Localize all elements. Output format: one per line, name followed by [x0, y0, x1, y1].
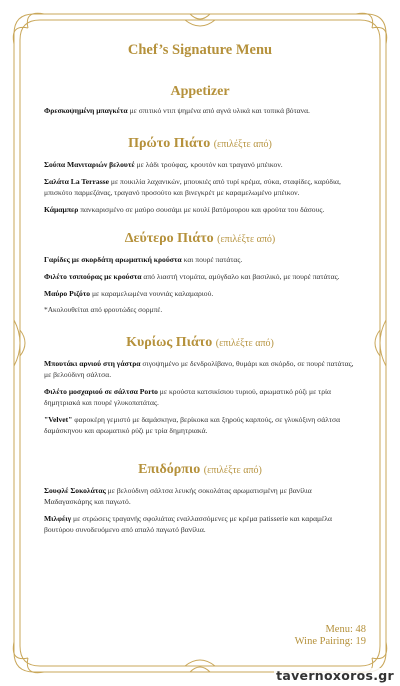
section-main-course: [44, 335, 356, 436]
item-description: με ποικιλία λαχανικών, μπουκιές από τυρί κρέμα, σύκα, σταφίδες, καρύδια, μπισκότο παρμεζάνας, τραγανό προσούτο και βινεγκρέτ με καραμελωμένο μπέικον.: [44, 177, 341, 197]
item-name: Σουφλέ Σοκολάτας: [44, 486, 106, 495]
item-name: Φιλέτο μοσχαριού σε σάλτσα Porto: [44, 387, 158, 396]
item-name: "Velvet": [44, 415, 73, 424]
section-heading: [44, 462, 356, 478]
section-appetizer: [44, 84, 356, 116]
menu-item: [44, 271, 356, 282]
item-description: με λάδι τρούφας, κρουτόν και τραγανό μπέικον.: [134, 160, 283, 169]
section-heading: [44, 335, 356, 351]
menu-item: [44, 159, 356, 170]
section-title: Πρώτο Πιάτο: [128, 136, 211, 151]
menu-item: [44, 414, 356, 436]
section-title: Appetizer: [170, 84, 230, 99]
item-description: πανκαρισμένο σε μαύρο σουσάμι με κουλί βατόμουρου και φρούτα του δάσους.: [78, 205, 325, 214]
menu-item: [44, 204, 356, 215]
menu-content: [44, 28, 356, 541]
menu-item: [44, 386, 356, 408]
item-description: φαροκέρη γεμιστό με δαμάσκηνα, βερίκοκα και ξηρούς καρπούς, σε γλυκόξινη σάλτσα δαμάσκηνου και αρωματικό ρύζι με τρία δημητριακά.: [44, 415, 341, 435]
section-second-course: [44, 231, 356, 315]
item-description: με σπιτικό ντιπ ψημένα από αγνά υλικά και τοπικά βότανα.: [127, 106, 310, 115]
item-description: και πουρέ πατάτας.: [181, 255, 243, 264]
menu-item: [44, 513, 356, 535]
item-name: Μαύρο Ριζότο: [44, 289, 91, 298]
section-first-course: [44, 136, 356, 215]
item-description: με στρώσεις τραγανής σφολιάτας εναλλασσόμενες με κρέμα patisserie και καραμέλα βουτύρου συνοδευόμενο από απαλό παγωτό βανίλια.: [44, 514, 332, 534]
section-dessert: [44, 462, 356, 535]
menu-price: Menu: 48: [325, 624, 366, 635]
section-subtitle: (επιλέξτε από): [215, 338, 274, 349]
item-description: με κρούστα κατσικίσιου τυριού, αρωματικό ρύζι με τρία δημητριακά και πουρέ γλυκοπατάτας.: [44, 387, 332, 407]
item-name: Μιλφέιγ: [44, 514, 72, 523]
item-description: από λιαστή ντομάτα, αμύγδαλο και βασιλικό, με πουρέ πατάτας.: [141, 272, 340, 281]
section-title: Επιδόρπιο: [138, 462, 201, 477]
menu-item: [44, 176, 356, 198]
menu-item: [44, 485, 356, 507]
item-name: Σούπα Μανιταριών βελουτέ: [44, 160, 135, 169]
menu-item: [44, 288, 356, 299]
section-title: Δεύτερο Πιάτο: [124, 231, 214, 246]
wine-pairing-price: Wine Pairing: 19: [294, 636, 366, 647]
menu-item: [44, 105, 356, 116]
item-description: με καραμελωμένα νουνιάς καλαμαριού.: [90, 289, 214, 298]
item-name: Κάμαμπερ: [44, 205, 79, 214]
item-name: Σαλάτα La Terrasse: [44, 177, 109, 186]
section-subtitle: (επιλέξτε από): [213, 139, 272, 150]
course-note: *Ακολουθείται από φρουτώδες σορμπέ.: [44, 305, 163, 314]
menu-item: [44, 358, 356, 380]
item-description: με βελούδινη σάλτσα λευκής σοκολάτας αρωματισμένη με βανίλια Μαδαγασκάρης και παγωτό.: [44, 486, 312, 506]
price-block: [295, 624, 366, 648]
item-name: Γαρίδες με σκορδάτη αρωματική κρούστα: [44, 255, 182, 264]
site-watermark: tavernoxoros.gr: [276, 668, 394, 683]
section-heading: [44, 231, 356, 247]
menu-title: Chef’s Signature Menu: [127, 42, 273, 58]
section-subtitle: (επιλέξτε από): [217, 234, 276, 245]
section-heading: [44, 136, 356, 152]
item-name: Φιλέτο τσιπούρας με κρούστα: [44, 272, 142, 281]
item-description: σιγοψημένο με δενδρολίβανο, θυμάρι και σκόρδο, σε πουρέ πατάτας, με βελούδινη σάλτσα.: [44, 359, 354, 379]
section-heading: [44, 84, 356, 100]
menu-item: [44, 254, 356, 265]
item-name: Μπουτάκι αρνιού στη γάστρα: [44, 359, 141, 368]
item-name: Φρεσκοψημένη μπαγκέτα: [44, 106, 128, 115]
section-title: Κυρίως Πιάτο: [126, 335, 213, 350]
section-subtitle: (επιλέξτε από): [203, 465, 262, 476]
